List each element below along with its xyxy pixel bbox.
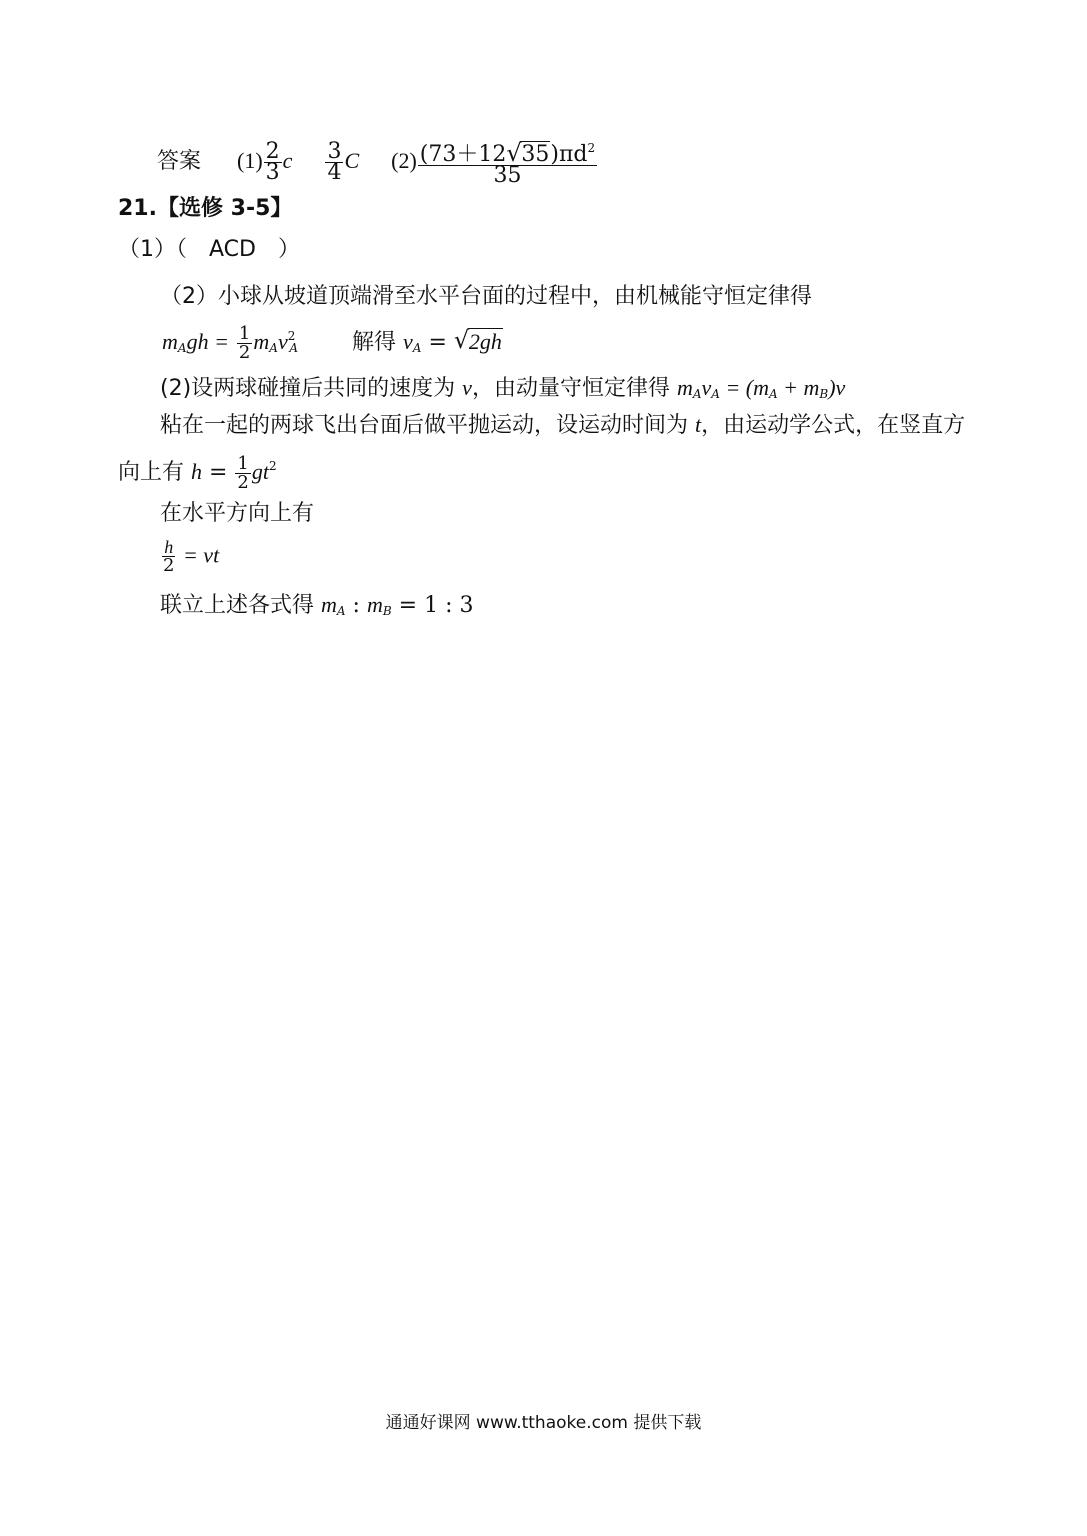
- q21-part2-intro: （2）小球从坡道顶端滑至水平台面的过程中，由机械能守恒定律得: [160, 284, 812, 309]
- page-footer: 通通好课网 www.tthaoke.com 提供下载: [385, 1413, 702, 1433]
- answer-line: 答案 (1) $\frac{2}{3}$ c $\frac{3}{4}$ C (2) $\frac{(73+12√ 35)\pi d^2}{35}$: [157, 138, 598, 186]
- projectile-line: 粘在一起的两球飞出台面后做平抛运动，设运动时间为 t，由运动学公式，在竖直方: [160, 412, 966, 438]
- answer-part2-tag: (2): [391, 148, 417, 173]
- answer-label: 答案: [157, 149, 202, 174]
- half-fraction: $\frac{1}{2}$: [238, 322, 251, 363]
- momentum-line: (2)设两球碰撞后共同的速度为 v，由动量守恒定律得 $m_Av_A = (m_A + m_B)v$: [160, 375, 846, 401]
- answer-fraction-2: $\frac{3}{4}$: [327, 138, 342, 185]
- answer-fraction-3: $\frac{(73+12√ 35)\pi d^2}{35}$: [418, 138, 597, 186]
- energy-equation: $m_Agh$ = $\frac{1}{2}$ $m_Av^2_A$ 解得 $v_A$ = √ 2gh: [162, 322, 503, 362]
- answer-fraction-1: $\frac{2}{3}$: [265, 138, 280, 185]
- sqrt-symbol: √ 35: [506, 145, 550, 165]
- h-half-fraction: $\frac{h}{2}$: [163, 537, 175, 576]
- half-fraction: $\frac{1}{2}$: [237, 452, 249, 493]
- solve-label: 解得: [352, 330, 397, 355]
- result-line: 联立上述各式得 $m_A$ : $m_B = 1$ : 3: [160, 592, 474, 618]
- vertical-equation: 向上有 h = $\frac{1}{2}$ $gt^2$: [118, 452, 277, 493]
- horizontal-label: 在水平方向上有: [160, 501, 315, 526]
- horizontal-equation: $\frac{h}{2}$ = vt: [163, 537, 220, 576]
- sqrt-symbol: √ 2gh: [454, 328, 503, 357]
- q21-part1-answer: （1）（ ACD ）: [118, 237, 300, 262]
- answer-part1-tag: (1): [237, 148, 263, 173]
- question-21-heading: 21.【选修 3-5】: [118, 196, 293, 221]
